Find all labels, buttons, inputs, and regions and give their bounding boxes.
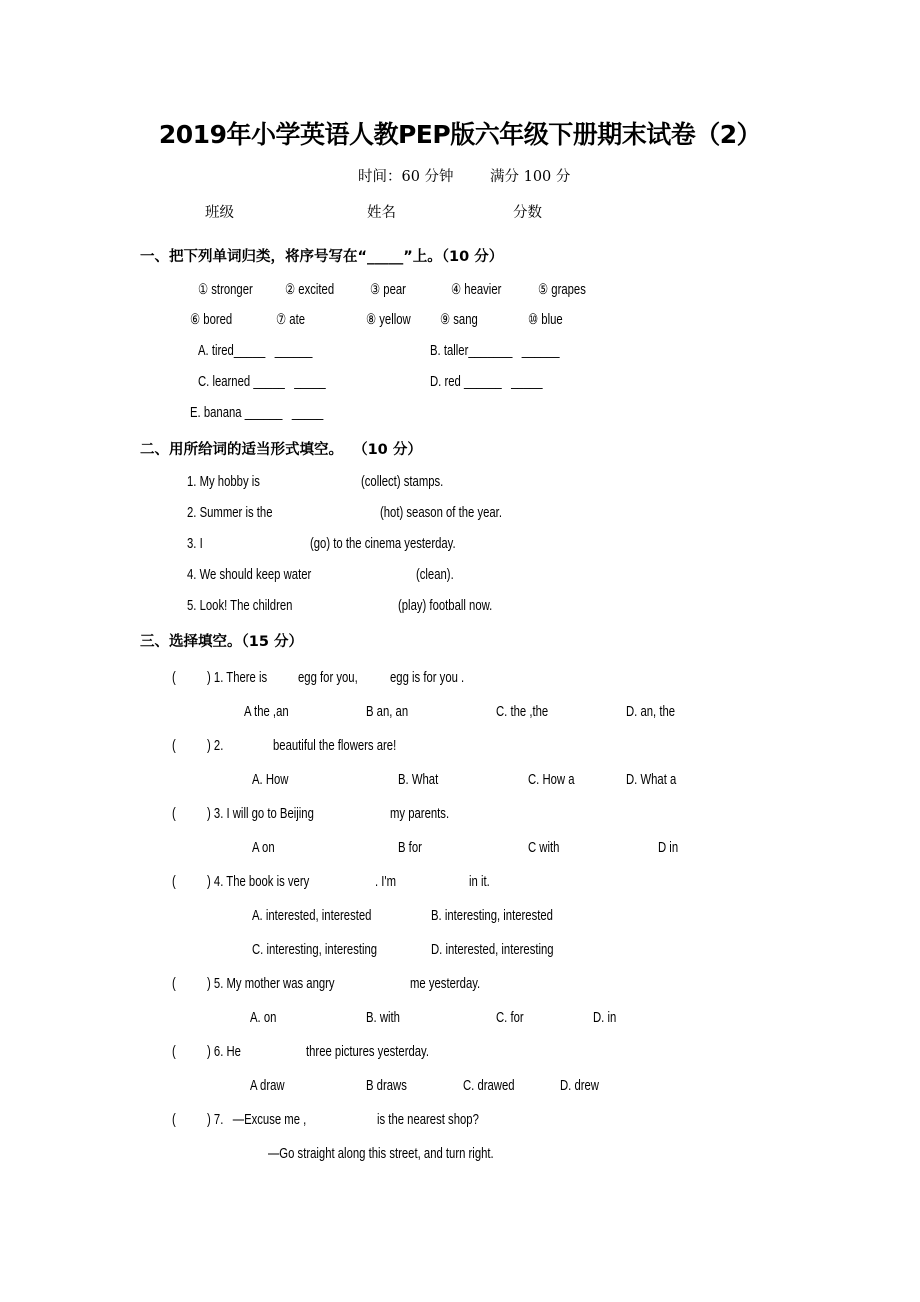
- fill-item: 3. I: [187, 536, 203, 552]
- time-limit: 时间：60 分钟: [358, 169, 454, 185]
- word-item: ⑧ yellow: [366, 312, 411, 328]
- option: D. drew: [560, 1078, 599, 1094]
- question-text: in it.: [469, 874, 490, 890]
- question-text: ) 1. There is: [207, 670, 268, 686]
- fill-item-hint: (play) football now.: [398, 598, 493, 614]
- option: A. How: [252, 772, 289, 788]
- question-text: my parents.: [390, 806, 450, 822]
- fill-item-hint: (clean).: [416, 567, 454, 583]
- option: C. drawed: [463, 1078, 515, 1094]
- option: C. How a: [528, 772, 575, 788]
- answer-paren: (: [172, 874, 176, 890]
- category-b: B. taller_______ ______: [430, 343, 560, 359]
- question-text: ) 3. I will go to Beijing: [207, 806, 314, 822]
- dialogue-answer: —Go straight along this street, and turn right.: [268, 1146, 494, 1162]
- option: B. with: [366, 1010, 400, 1026]
- option: D in: [658, 840, 679, 856]
- option: A the ,an: [244, 704, 289, 720]
- name-label: 姓名: [367, 205, 396, 221]
- option: A draw: [250, 1078, 285, 1094]
- score-label: 分数: [513, 205, 542, 221]
- question-text: egg is for you .: [390, 670, 465, 686]
- category-d: D. red ______ _____: [430, 374, 543, 390]
- category-e: E. banana ______ _____: [190, 405, 324, 421]
- question-text: egg for you,: [298, 670, 358, 686]
- question-text: three pictures yesterday.: [306, 1044, 430, 1060]
- question-text: . I'm: [375, 874, 397, 890]
- section2-heading: 二、用所给词的适当形式填空。 （10 分）: [140, 442, 422, 458]
- question-text: ) 4. The book is very: [207, 874, 310, 890]
- option: B an, an: [366, 704, 409, 720]
- option: B. interesting, interested: [431, 908, 553, 924]
- option: A. interested, interested: [252, 908, 372, 924]
- fill-item: 4. We should keep water: [187, 567, 312, 583]
- word-item: ⑩ blue: [528, 312, 563, 328]
- answer-paren: (: [172, 1044, 176, 1060]
- category-a: A. tired_____ ______: [198, 343, 313, 359]
- answer-paren: (: [172, 670, 176, 686]
- option: C. the ,the: [496, 704, 549, 720]
- answer-paren: (: [172, 1112, 176, 1128]
- question-text: ) 6. He: [207, 1044, 241, 1060]
- page-title: 2019年小学英语人教PEP版六年级下册期末试卷（2）: [158, 120, 762, 149]
- word-item: ① stronger: [198, 282, 253, 298]
- option: C. interesting, interesting: [252, 942, 378, 958]
- option: D. in: [593, 1010, 617, 1026]
- category-c: C. learned _____ _____: [198, 374, 326, 390]
- fill-item-hint: (hot) season of the year.: [380, 505, 502, 521]
- answer-paren: (: [172, 738, 176, 754]
- option: C. for: [496, 1010, 524, 1026]
- option: B. What: [398, 772, 439, 788]
- class-label: 班级: [205, 205, 234, 221]
- option: D. interested, interesting: [431, 942, 554, 958]
- answer-paren: (: [172, 976, 176, 992]
- word-item: ⑦ ate: [276, 312, 306, 328]
- option: A on: [252, 840, 275, 856]
- question-text: is the nearest shop?: [377, 1112, 479, 1128]
- question-text: me yesterday.: [410, 976, 481, 992]
- option: B for: [398, 840, 422, 856]
- question-text: ) 7. —Excuse me ,: [207, 1112, 307, 1128]
- word-item: ⑤ grapes: [538, 282, 586, 298]
- option: D. What a: [626, 772, 677, 788]
- fill-item: 2. Summer is the: [187, 505, 273, 521]
- fill-item-hint: (collect) stamps.: [361, 474, 444, 490]
- section1-heading: 一、把下列单词归类，将序号写在“_____”上。（10 分）: [140, 249, 504, 265]
- fill-item: 1. My hobby is: [187, 474, 260, 490]
- section3-heading: 三、选择填空。（15 分）: [140, 634, 303, 650]
- word-item: ⑥ bored: [190, 312, 233, 328]
- full-score: 满分 100 分: [490, 169, 571, 185]
- question-text: ) 5. My mother was angry: [207, 976, 335, 992]
- option: C with: [528, 840, 560, 856]
- answer-paren: (: [172, 806, 176, 822]
- option: A. on: [250, 1010, 277, 1026]
- fill-item: 5. Look! The children: [187, 598, 293, 614]
- word-item: ⑨ sang: [440, 312, 478, 328]
- question-text: beautiful the flowers are!: [273, 738, 397, 754]
- fill-item-hint: (go) to the cinema yesterday.: [310, 536, 456, 552]
- option: D. an, the: [626, 704, 676, 720]
- word-item: ③ pear: [370, 282, 406, 298]
- word-item: ④ heavier: [451, 282, 502, 298]
- question-text: ) 2.: [207, 738, 224, 754]
- option: B draws: [366, 1078, 407, 1094]
- word-item: ② excited: [285, 282, 335, 298]
